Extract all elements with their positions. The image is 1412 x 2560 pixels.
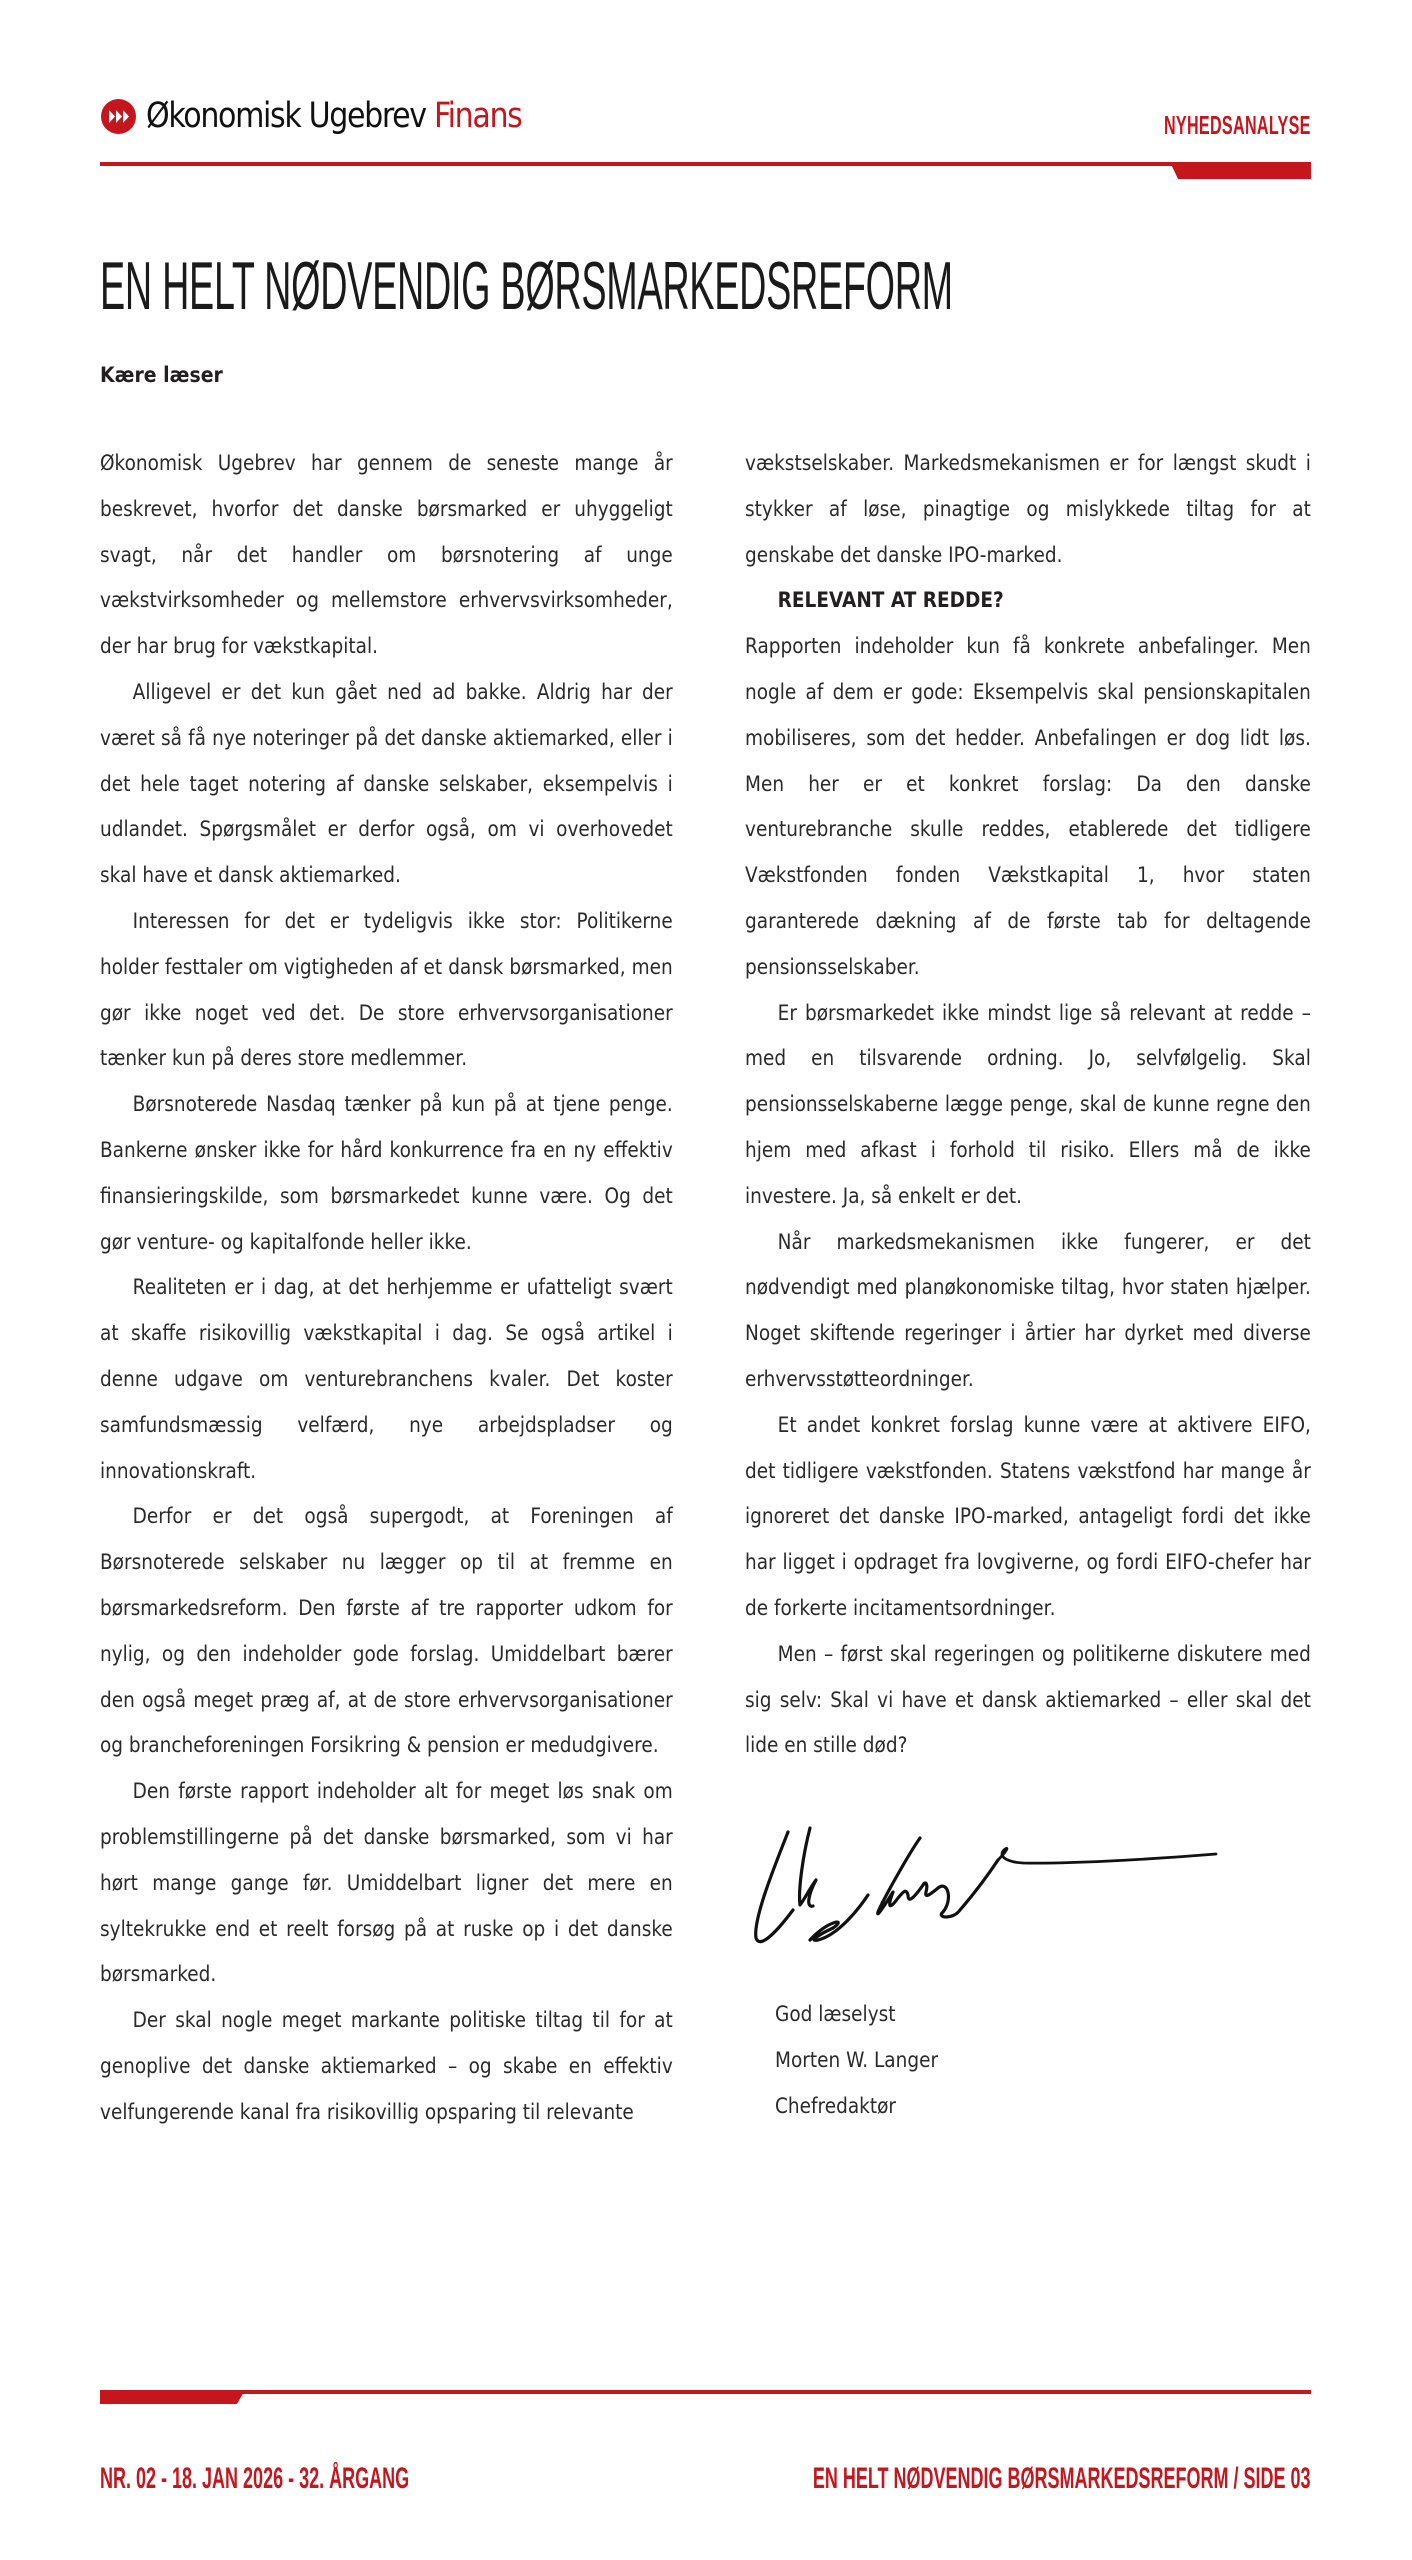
salutation: Kære læser [100, 363, 223, 387]
paragraph: Et andet konkret forslag kunne være at aktivere EIFO, det tidligere vækstfonden. Statens vækstfond har mange år ignoreret det danske IPO-marked, antageligt fordi det ikke har ligget i opdraget fra lovgiverne, og fordi EIFO-chefer har de forkerte incitamentsordninger. [745, 1412, 1311, 1621]
author-name: Morten W. Langer [775, 2047, 939, 2073]
paragraph: Økonomisk Ugebrev har gennem de seneste mange år beskrevet, hvorfor det danske børsmarked er uhyggeligt svagt, når det handler om børsnotering af unge vækstvirksomheder og mellemstore erhvervsvirksomheder, der har brug for vækstkapital. [100, 451, 673, 660]
signature-image [748, 1800, 1228, 1945]
publication-logo [146, 92, 521, 140]
paragraph-continuation: vækstselskaber. Markedsmekanismen er for længst skudt i stykker af løse, pinagtige og mislykkede tiltag for at genskabe det danske IPO-marked. [745, 451, 1311, 568]
page-reference: EN HELT NØDVENDIG BØRSMARKEDSREFORM / SIDE 03 [813, 2462, 1311, 2495]
logo-fast-forward-icon [101, 99, 136, 134]
fast-forward-icon [109, 110, 129, 123]
paragraph: Den første rapport indeholder alt for meget løs snak om problemstillingerne på det danske børsmarked, som vi har hørt mange gange før. Umiddelbart ligner det mere en syltekrukke end et reelt forsøg på at ruske op i det danske børsmarked. [100, 1779, 673, 1988]
paragraph: Men – først skal regeringen og politikerne diskutere med sig selv: Skal vi have et dansk aktiemarked – eller skal det lide en stille død? [745, 1641, 1311, 1759]
signoff [775, 1992, 938, 2129]
paragraph: Derfor er det også supergodt, at Foreningen af Børsnoterede selskaber nu lægger op til at fremme en børsmarkedsreform. Den første af tre rapporter udkom for nylig, og den indeholder gode forslag. Umiddelbart bærer den også meget præg af, at de store erhvervsorganisationer og brancheforeningen Forsikring & pension er medudgivere. [100, 1504, 673, 1759]
paragraph: Interessen for det er tydeligvis ikke stor: Politikerne holder festtaler om vigtigheden af et dansk børsmarked, men gør ikke noget ved det. De store erhvervsorganisationer tænker kun på deres store medlemmer. [100, 908, 673, 1072]
paragraph: Realiteten er i dag, at det herhjemme er ufatteligt svært at skaffe risikovillig vækstkapital i dag. Se også artikel i denne udgave om venturebranchens kvaler. Det koster samfundsmæssig velfærd, nye arbejdspladser og innovationskraft. [100, 1275, 673, 1484]
footer-divider [100, 2390, 1311, 2394]
header-divider [100, 162, 1311, 166]
issue-info: NR. 02 - 18. JAN 2026 - 32. ÅRGANG [100, 2462, 410, 2495]
section-label: NYHEDSANALYSE [1164, 110, 1311, 140]
article-column-left [100, 441, 673, 2135]
author-role: Chefredaktør [775, 2093, 897, 2119]
paragraph: Der skal nogle meget markante politiske tiltag til for at genoplive det danske aktiemarked – og skabe en effektiv velfungerende kanal fra risikovillig opsparing til relevante [100, 2008, 673, 2125]
brand-suffix: Finans [433, 96, 522, 136]
header-accent-tab [1170, 162, 1311, 179]
signoff-closing: God læselyst [775, 2002, 896, 2027]
paragraph: Børsnoterede Nasdaq tænker på kun på at tjene penge. Bankerne ønsker ikke for hård konkurrence fra en ny effektiv finansieringskilde, som børsmarkedet kunne være. Og det gør venture- og kapitalfonde heller ikke. [100, 1092, 673, 1255]
brand-name: Økonomisk Ugebrev [146, 96, 426, 136]
paragraph: Er børsmarkedet ikke mindst lige så relevant at redde – med en tilsvarende ordning. Jo, selvfølgelig. Skal pensionsselskaberne lægge penge, skal de kunne regne den hjem med afkast i forhold til risiko. Ellers må de ikke investere. Ja, så enkelt er det. [745, 1000, 1311, 1209]
paragraph: Alligevel er det kun gået ned ad bakke. Aldrig har der været så få nye noteringer på det danske aktiemarked, eller i det hele taget notering af danske selskaber, eksempelvis i udlandet. Spørgsmålet er derfor også, om vi overhovedet skal have et dansk aktiemarked. [100, 679, 673, 889]
article-column-right [745, 441, 1311, 1769]
paragraph: Når markedsmekanismen ikke fungerer, er det nødvendigt med planøkonomiske tiltag, hvor staten hjælper. Noget skiftende regeringer i årtier har dyrket med diverse erhvervsstøtteordninger. [745, 1229, 1311, 1392]
article-title: EN HELT NØDVENDIG BØRSMARKEDSREFORM [100, 248, 953, 324]
subheading: RELEVANT AT REDDE? [777, 588, 1004, 614]
footer-accent-tab [100, 2390, 245, 2404]
paragraph: Rapporten indeholder kun få konkrete anbefalinger. Men nogle af dem er gode: Eksempelvis skal pensionskapitalen mobiliseres, som det hedder. Anbefalingen er dog lidt løs. Men her er et konkret forslag: Da den danske venturebranche skulle reddes, etablerede det tidligere Vækstfonden fonden Vækstkapital 1, hvor staten garanterede dækning af de første tab for deltagende pensionsselskaber. [745, 634, 1311, 980]
